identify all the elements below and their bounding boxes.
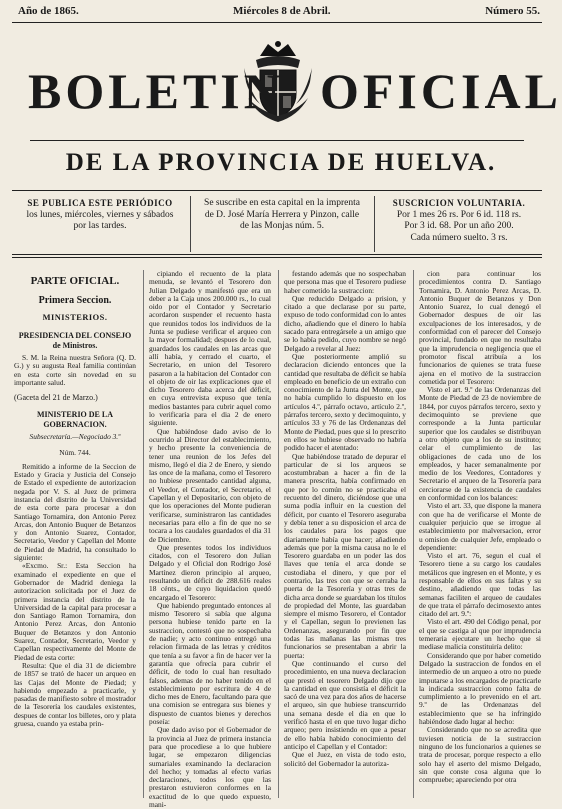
info-place-line-1: Se suscribe en esta capital en la imprenta xyxy=(204,198,360,208)
masthead-title-left: BOLETIN xyxy=(28,63,284,119)
info-rule-bottom xyxy=(12,254,542,255)
info-prices-line-2: Por 3 id. 68. Por un año 200. xyxy=(404,221,514,231)
paragraph: Considerando que por haber cometido Delgado la sustraccion de fondos en el intermedio de un arqueo a otro no puede imputarse a los encargados de practicarle la indicada sustraccion como falta de cumplimiento a lo prevenido en el art. 9.º de las Ordenanzas del establecimiento que se ha infringido habiéndose dado lugar al hecho: xyxy=(419,650,541,727)
info-publication xyxy=(14,198,186,233)
paragraph: Que posteriormente amplió su declaracion diciendo entonces que la cantidad que resultaba de déficit se había empleado en beneficio de un extraño con conocimiento de la Junta del Monte, que no había cumplido lo dispuesto en los artículos 4.º, párrafo octavo, artículo 2.º, párrafos tercero, sexto y decimoquinto, y artículos 33 y 76 de las Ordenanzas del Monte de Piedad, pues que si lo prescrito en ellos se hubiese observado no habría podido hacer el atentado: xyxy=(284,351,406,453)
heading-presidencia: PRESIDENCIA DEL CONSEJO de Ministros. xyxy=(18,331,132,350)
paragraph: S. M. la Reina nuestra Señora (Q. D. G.) y su augusta Real familia continúan en esta corte sin novedad en su importante salud. xyxy=(14,353,136,387)
paragraph: Resulta: Que el dia 31 de diciembre de 1857 se trató de hacer un arqueo en las Cajas del Monte de Piedad; y habiendo empezado a practicarle, y pasadas de manifiesto sobre el mostrador de la Tesorería los caudales existentes, despues de contar los billetes, oro y plata gruesa, cuando ya estaba prin- xyxy=(14,660,136,728)
paragraph: festando además que no sospechaban que persona mas que el Tesorero pudiese haber cometido la sustraccion: xyxy=(284,269,406,295)
paragraph: Que presentes todos los individuos citados, con el Tesorero don Julian Delgado y el Oficial don Rodrigo José Martínez dieron principio al arqueo, resultando un déficit de 288.616 reales 18 cénts., de cuyo liquidacion quedó encargado el Tesorero: xyxy=(149,542,271,602)
paragraph: «Excmo. Sr.: Esta Seccion ha examinado el expediente en que el Gobernador de Madrid deniega la autorizacion solicitada por el Juez de primera instancia del distrito de la Universidad de la capital para procesar a don Santiago Ramon Tornamira, don Antonio Perez Arcas, don Antonio Buquer de Betanzos y don Antonio Suarez, Contador, Secretario, Veedor y Capellan respectivamente del Monte de Piedad de esta corte: xyxy=(14,561,136,662)
title-rule xyxy=(30,140,524,141)
paragraph: Visto el art. 76, segun el cual el Tesorero tiene a su cargo los caudales metálicos que ingresen en el Monte, y es responsable de ellos en sus faltas y su destino, añadiendo que todas las semanas faciliten el arqueo de caudales de que trata el párrafo decimosexto antes citado del art. 9.º: xyxy=(419,551,541,619)
heading-primera-seccion: Primera Seccion. xyxy=(38,295,112,306)
column-divider xyxy=(413,270,414,798)
masthead-topbar xyxy=(18,3,540,19)
info-prices-heading: SUSCRICION VOLUNTARIA. xyxy=(392,198,526,208)
info-publication-line-3: por las tardes. xyxy=(73,221,127,231)
column-4 xyxy=(419,270,541,798)
info-rule-bottom-2 xyxy=(12,257,542,258)
paragraph: Que reducido Delgado a prision, y citado a que declarase por su parte, expuso de todo conformidad con lo antes dicho, añadiendo que el dinero lo había sacado para entregársele a un amigo que se lo había pedido, cuyo nombre se negó Delgado a revelar al Juez: xyxy=(284,293,406,353)
column-divider xyxy=(278,270,279,798)
info-place-line-2: de D. José María Herrera y Pinzon, calle xyxy=(204,209,360,220)
heading-ministerios: MINISTERIOS. xyxy=(42,313,108,322)
issue-date: Miércoles 8 de Abril. xyxy=(233,5,331,17)
paragraph: Que habiendo preguntado entonces al mismo Tesorero si sabía que alguna persona hubiese tenido parte en la sustraccion, contestó que no sospechaba de nadie; y acto continuo entregó una relacion firmada de las letras y créditos que tenía a su favor a fin de hacer ver la garantía que ofrecía para cubrir el déficit, de todo lo cual han resultado falsos, ademas de no haber tenido en el establecimiento por escritura de 4 de dicho mes de Enero, facultando para que una comision se entregara sus bienes y dispuesto de cuantos bienes y derechos poseía: xyxy=(149,600,271,727)
info-subscription-prices xyxy=(378,198,540,244)
paragraph: Que continuando el curso del procedimiento, en una nueva declaracion que prestó el tesorero Delgado dijo que la cantidad en que consistía el déficit la sacó de una vez para dos años de hacerse el arqueo, sin que hubiese transcurrido una semana desde el dia en que lo verificó hasta el en que tuvo lugar dicho arqueo; pero insistiendo en que a pesar de ello había habido conocimiento del anticipo el Capellan y el Contador: xyxy=(284,658,406,751)
document-number: Núm. 744. xyxy=(59,448,91,458)
top-rule xyxy=(12,22,542,23)
gaceta-reference: (Gaceta del 21 de Marzo.) xyxy=(14,393,98,403)
info-prices-line-3: Cada número suelto. 3 rs. xyxy=(410,232,508,243)
info-publication-line-2: los lunes, miércoles, viernes y sábados xyxy=(26,209,174,220)
heading-gobernacion: MINISTERIO DE LA GOBERNACION. xyxy=(36,410,113,429)
masthead-title-right: OFICIAL xyxy=(320,63,562,119)
paragraph: cipiando el recuento de la plata menuda, se levantó el Tesorero don Julian Delgado y manifestó que era un deber a la Caja unos 200.000 rs., lo cual oido por el Contador y Secretario acordaron suspender el recuento hasta que reunidos todos los individuos de la Junta se pudiese verificar el arqueo con la mayor formalidad; despues de lo cual, guardados los caudales en las arcas que allí había, y cerrado el cuarto, el Secretario, en union del Tesorero pasaron a la habitacion del Contador con el objeto de oir las explicaciones que el dicho Tesorero daba acerca del déficit, en cuya entrevista expuso que tenía medios bastantes para cubrir aquel como lo verificaría para el dia 2 de enero siguiente. xyxy=(149,269,271,428)
paragraph: cion para continuar los procedimientos contra D. Santiago Tornamira, D. Antonio Perez Arcas, D. Antonio Buquer de Betanzos y Don Antonio Suarez, lo cual denegó el Gobernador despues de oir las exculpaciones de los interesados, y de conformidad con el parecer del Consejo provincial, fundado en que no resultaba que la imprudencia o negligencia que el promotor fiscal atribuía a los funcionarios de quienes se trata fuese ajena en el motivo de la sustraccion cometida por el Tesorero: xyxy=(419,269,541,386)
issue-year: Año de 1865. xyxy=(18,5,79,17)
column-divider xyxy=(143,270,144,798)
paragraph: Visto el art. 9.º de las Ordenanzas del Monte de Piedad de 23 de noviembre de 1844, por cuyos párrafos tercero, sexto y decimoquinto se previene que corresponde a la Junta particular superior que los caudales se distribuyan a otro objeto que a los de su instituto; celar el cumplimiento de las obligaciones de cada uno de los empleados, y hacer semanalmente por medio de los Veedores, Contadores y Secretario el arqueo de la Tesorería para cerciorarse de la existencia de caudales en conformidad con los balances: xyxy=(419,385,541,503)
column-1 xyxy=(14,270,136,798)
heading-parte-oficial: PARTE OFICIAL. xyxy=(30,275,120,287)
info-divider-2 xyxy=(374,196,375,252)
paragraph: Considerando que no se acredita que tuviesen noticia de la sustraccion ninguno de los funcionarios a quienes se trata de procesar, porque respecto a ello solo hay el aserto del mismo Delgado, sin que conste cosa alguna que lo compruebe; apareciendo por otra xyxy=(419,725,541,785)
masthead-subtitle: DE LA PROVINCIA DE HUELVA. xyxy=(65,149,497,176)
paragraph: Visto el art. 33, que dispone la manera con que ha de verificarse el Monte de cualquier perjuicio que se irrogue al establecimiento por malversacion, error u omision de cualquier Jefe, empleado o dependiente: xyxy=(419,501,541,552)
info-prices-line-1: Por 1 mes 26 rs. Por 6 id. 118 rs. xyxy=(396,209,522,220)
article-columns xyxy=(14,269,542,809)
info-divider-1 xyxy=(190,196,191,252)
column-3 xyxy=(284,270,406,798)
column-2 xyxy=(149,269,271,809)
paragraph: Visto el art. 490 del Código penal, por el que se castiga al que por imprudencia temeraria ejecutare un hecho que si mediase malicia constituiría delito: xyxy=(419,617,541,652)
paragraph: Remitido a informe de la Seccion de Estado y Gracia y Justicia del Consejo de Estado el expediente de autorizacion negada por V. S. al Juez de primera instancia del distrito de la Universidad de esta corte para procesar a don Santiago Tornamira, don Antonio Perez Arcas, don Antonio Buquer de Betanzos y don Antonio Suarez, Contador, Secretario, Veedor y Capellan del Monte de Piedad de Madrid, ha consultado lo siguiente: xyxy=(14,461,136,563)
info-rule-top xyxy=(12,190,542,191)
info-place-line-3: de las Monjas núm. 5. xyxy=(240,221,324,231)
subsecretaria-line: Subsecretaría.—Negociado 3.º xyxy=(29,432,121,442)
paragraph: Que dado aviso por el Gobernador de la provincia al Juez de primera instancia para que procediese a lo que hubiere lugar, se empezaron diligencias sumariales examinando la declaracion del hecho; y tomadas al efecto varias declaraciones, todos los que las prestaron estuvieron conformes en la exactitud de lo que quedo expuesto, mani- xyxy=(149,725,271,809)
paragraph: Que el Juez, en vista de todo esto, solicitó del Gobernador la autoriza- xyxy=(284,750,406,768)
issue-number: Número 55. xyxy=(485,5,540,17)
paragraph: Que habiéndose tratado de depurar el particular de si los arqueos se acostumbraban a hacer a fin de la manera prescrita, había confirmado en que por lo común no se practicaba el recuento del dinero, diciéndose que una suma podía influir en la cuestion del déficit, por cuanto el Tesorero aseguraba y debía tener a su disposicion el arca de los caudales para los pagos que diariamente había que hacer; añadiendo además que por la misma causa no le el Tesorero guardaba en un poder las dos llaves que tenía el arca donde se custodiaba el dinero, y que por el contrario, las tres con que se cerraba la puerta de la Tesorería y otras tres de dicha arca donde se guardaban los títulos de propiedad del Monte, las guardaban siempre el mismo Tesorero, el Contador y el Capellan, segun lo previenen las Ordenanzas, asegurando por fin que todas las mañanas las mismas tres funcionarios se presentaban a abrir la puerta: xyxy=(284,451,406,660)
paragraph: Que habiéndose dado aviso de lo ocurrido al Director del establecimiento, y hecho presente la conveniencia de tener una reunion de los Jefes del mismo, llegó el dia 2 de Enero, y siendo las once de la mañana, como el Tesorero no hubiese presentado cantidad alguna, el Veedor, el Contador, el Secretario, el Capellan y el Depositario, con objeto de que los operaciones del Monte pudieran verificarse, suministraron las cantidades necesarias para ello a fin de que no se tocara a los caudales guardados el dia 31 de Diciembre. xyxy=(149,426,271,544)
info-publication-line-1: SE PUBLICA ESTE PERIÓDICO xyxy=(27,198,173,208)
info-subscription-place xyxy=(194,198,370,233)
